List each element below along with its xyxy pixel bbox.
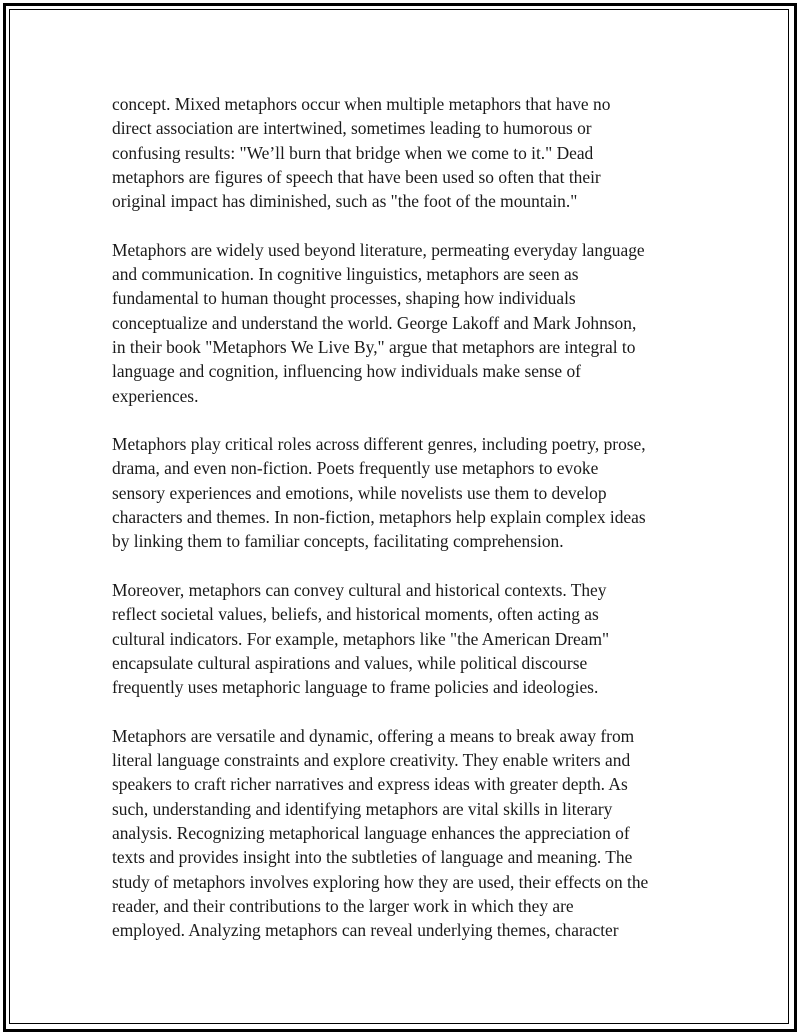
text-line: speakers to craft richer narratives and express ideas with greater depth. As [112,774,628,795]
text-line: drama, and even non-fiction. Poets frequently use metaphors to evoke [112,458,599,479]
paragraph-1 [112,92,712,213]
text-line: original impact has diminished, such as "the foot of the mountain." [112,191,578,212]
text-line: by linking them to familiar concepts, facilitating comprehension. [112,531,564,552]
text-line: employed. Analyzing metaphors can reveal underlying themes, character [112,920,619,941]
text-line: experiences. [112,385,199,406]
text-line: Metaphors are widely used beyond literature, permeating everyday language [112,239,645,260]
text-line: in their book "Metaphors We Live By," argue that metaphors are integral to [112,336,636,357]
text-line: concept. Mixed metaphors occur when multiple metaphors that have no [112,94,611,114]
text-line: language and cognition, influencing how individuals make sense of [112,361,581,382]
paragraph-2 [112,238,712,408]
text-line: and communication. In cognitive linguistics, metaphors are seen as [112,264,579,285]
text-line: Metaphors play critical roles across different genres, including poetry, prose, [112,434,646,455]
text-line: cultural indicators. For example, metaphors like "the American Dream" [112,628,610,649]
text-line: fundamental to human thought processes, shaping how individuals [112,288,576,309]
paragraph-5 [112,724,712,943]
text-line: characters and themes. In non-fiction, metaphors help explain complex ideas [112,507,646,528]
text-line: Moreover, metaphors can convey cultural and historical contexts. They [112,579,607,600]
text-line: direct association are intertwined, sometimes leading to humorous or [112,118,592,139]
text-line: metaphors are figures of speech that have been used so often that their [112,166,601,187]
text-line: analysis. Recognizing metaphorical language enhances the appreciation of [112,822,630,843]
text-line: reflect societal values, beliefs, and historical moments, often acting as [112,604,599,625]
text-line: texts and provides insight into the subtleties of language and meaning. The [112,847,633,868]
text-line: study of metaphors involves exploring how they are used, their effects on the [112,871,649,892]
text-line: sensory experiences and emotions, while novelists use them to develop [112,482,607,503]
text-line: encapsulate cultural aspirations and values, while political discourse [112,652,588,673]
text-line: such, understanding and identifying metaphors are vital skills in literary [112,798,613,819]
text-line: reader, and their contributions to the larger work in which they are [112,895,574,916]
document-body [112,92,712,942]
text-line: frequently uses metaphoric language to frame policies and ideologies. [112,677,599,698]
paragraph-4 [112,578,712,699]
text-line: Metaphors are versatile and dynamic, offering a means to break away from [112,725,635,746]
text-line: conceptualize and understand the world. George Lakoff and Mark Johnson, [112,312,637,333]
paragraph-3 [112,432,712,553]
text-line: confusing results: "We’ll burn that bridge when we come to it." Dead [112,142,594,163]
text-line: literal language constraints and explore creativity. They enable writers and [112,750,631,771]
